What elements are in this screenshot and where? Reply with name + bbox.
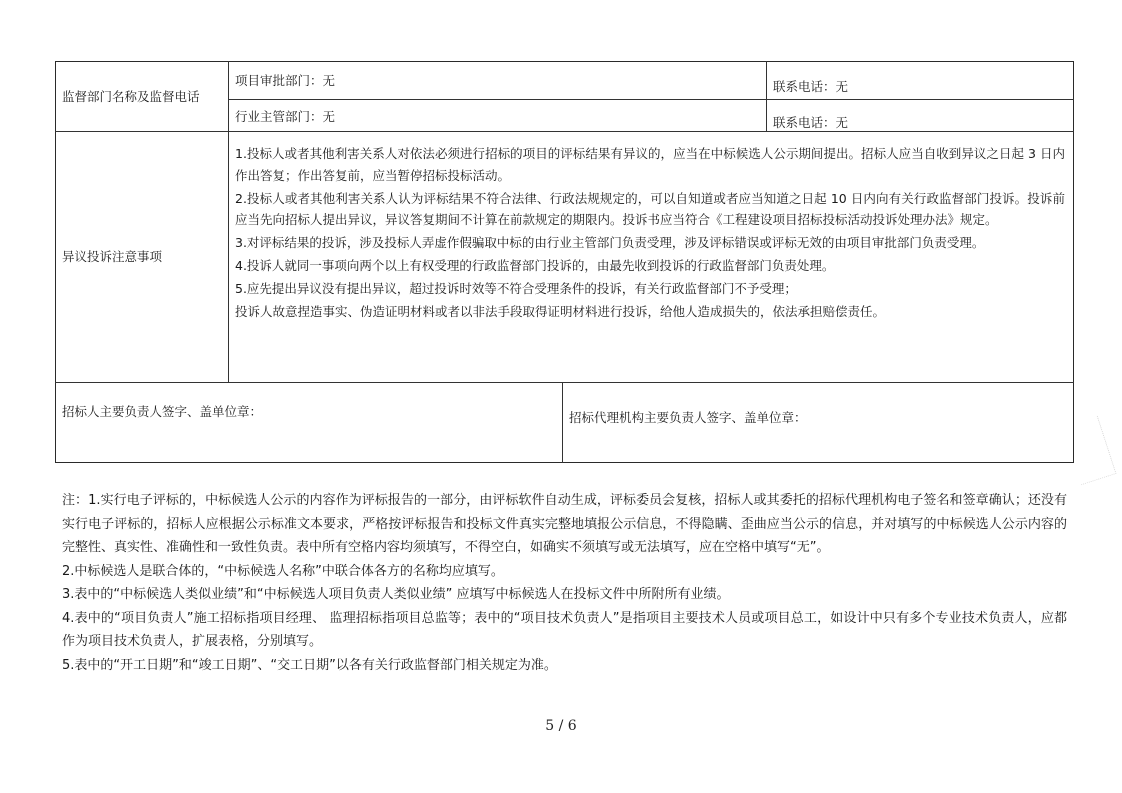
footnote-item: 2.中标候选人是联合体的，“中标候选人名称”中联合体各方的名称均应填写。 [62,563,504,579]
agency-signature-label: 招标代理机构主要负责人签字、盖单位章： [569,410,807,425]
table-divider [766,61,767,131]
objection-note: 2.投标人或者其他利害关系人认为评标结果不符合法律、行政法规规定的，可以自知道或者应当知道之日起 10 日内向有关行政监督部门投诉。投诉前应当先向招标人提出异议，异议答复期间不计算在前款规定的期限内。投诉书应当符合《工程建设项目招标投标活动投诉处理办法》规定。 [235,190,1065,227]
footnote-item: 5.表中的“开工日期”和“竣工日期”、“交工日期”以各有关行政监督部门相关规定为准。 [62,657,557,673]
table-divider [562,382,563,463]
page-number: 5 / 6 [545,718,577,734]
footnote-item: 注：1.实行电子评标的，中标候选人公示的内容作为评标报告的一部分，由评标软件自动生成，评标委员会复核，招标人或其委托的招标代理机构电子签名和签章确认；还没有实行电子评标的，招标人应根据公示标准文本要求，严格按评标报告和投标文件真实完整地填报公示信息，不得隐瞒、歪曲应当公示的信息，并对填写的中标候选人公示内容的完整性、真实性、准确性和一致性负责。表中所有空格内容均须填写，不得空白，如确实不须填写或无法填写，应在空格中填写“无”。 [62,493,1067,555]
objection-note: 投诉人故意捏造事实、伪造证明材料或者以非法手段取得证明材料进行投诉，给他人造成损失的，依法承担赔偿责任。 [235,304,886,319]
objection-label: 异议投诉注意事项 [62,249,163,264]
industry-phone: 联系电话：无 [773,115,849,130]
approval-phone: 联系电话：无 [773,79,849,94]
objection-note: 3.对评标结果的投诉，涉及投标人弄虚作假骗取中标的由行业主管部门负责受理，涉及评标错误或评标无效的由项目审批部门负责受理。 [235,235,985,250]
scan-artifact [1062,416,1116,485]
footnote-item: 4.表中的“项目负责人”施工招标指项目经理、 监理招标指项目总监等；表中的“项目技术负责人”是指项目主要技术人员或项目总工，如设计中只有多个专业技术负责人，应都作为项目技术负责人，扩展表格，分别填写。 [62,610,1067,649]
table-divider [228,61,229,382]
objection-notes [235,143,1065,324]
objection-note: 4.投诉人就同一事项向两个以上有权受理的行政监督部门投诉的，由最先收到投诉的行政监督部门负责处理。 [235,258,835,273]
objection-note: 5.应先提出异议没有提出异议，超过投诉时效等不符合受理条件的投诉，有关行政监督部门不予受理； [235,281,797,296]
table-divider [228,99,1074,100]
footnotes [62,489,1067,677]
footnote-item: 3.表中的“中标候选人类似业绩”和“中标候选人项目负责人类似业绩” 应填写中标候选人在投标文件中所附所有业绩。 [62,587,730,602]
table-divider [55,382,1074,383]
industry-dept: 行业主管部门：无 [235,109,336,124]
tenderer-signature-label: 招标人主要负责人签字、盖单位章： [62,404,263,419]
approval-dept: 项目审批部门：无 [235,73,336,88]
supervision-label: 监督部门名称及监督电话 [62,89,200,104]
table-divider [55,131,1074,132]
objection-note: 1.投标人或者其他利害关系人对依法必须进行招标的项目的评标结果有异议的，应当在中标候选人公示期间提出。招标人应当自收到异议之日起 3 日内作出答复；作出答复前，应当暂停招标投标活动。 [235,146,1065,183]
